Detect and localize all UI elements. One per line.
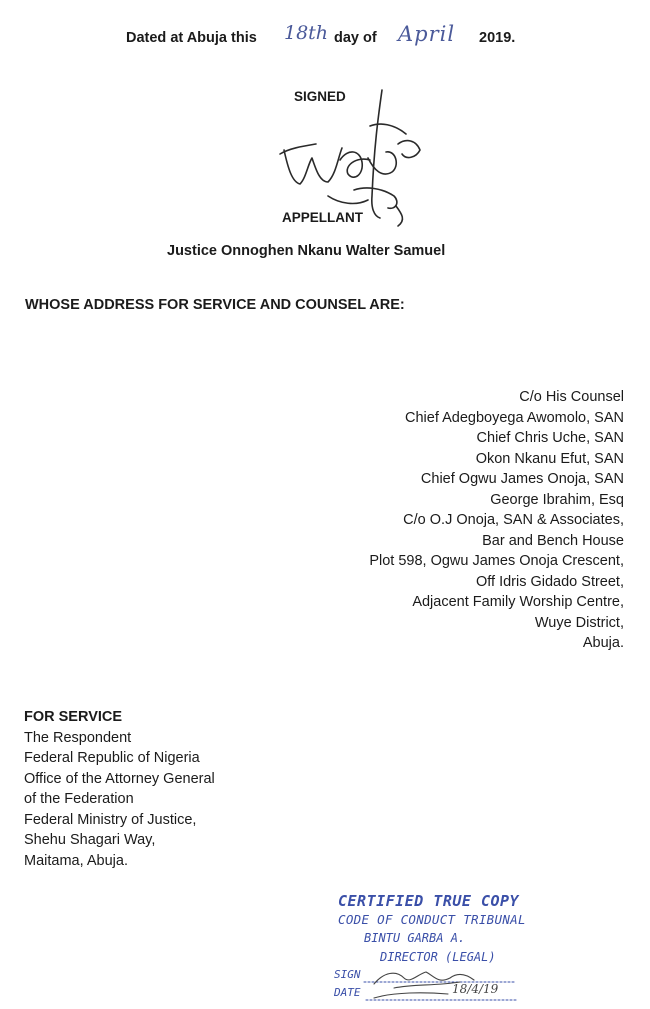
counsel-line: Bar and Bench House <box>482 532 624 549</box>
counsel-line: Okon Nkanu Efut, SAN <box>475 450 624 467</box>
stamp-date-value: 18/4/19 <box>452 982 499 996</box>
stamp-name: BINTU GARBA A. <box>364 931 466 945</box>
service-line: of the Federation <box>24 791 134 807</box>
stamp-position: DIRECTOR (LEGAL) <box>380 950 496 964</box>
service-line: The Respondent <box>24 729 132 746</box>
for-service-heading: FOR SERVICE <box>24 709 123 725</box>
counsel-line: Plot 598, Ogwu James Onoja Crescent, <box>369 553 624 569</box>
date-mid: day of <box>334 30 377 46</box>
counsel-line: Wuye District, <box>534 614 624 631</box>
counsel-line: Chief Ogwu James Onoja, SAN <box>420 471 624 487</box>
signed-label: SIGNED <box>294 89 346 104</box>
counsel-line: Chief Adegboyega Awomolo, SAN <box>405 409 624 426</box>
counsel-line: C/o O.J Onoja, SAN & Associates, <box>403 512 624 528</box>
stamp-org: CODE OF CONDUCT TRIBUNAL <box>338 912 526 927</box>
appellant-name: Justice Onnoghen Nkanu Walter Samuel <box>167 243 446 259</box>
stamp-date-label: DATE <box>334 986 361 999</box>
service-line: Maitama, Abuja. <box>24 852 128 869</box>
address-heading: WHOSE ADDRESS FOR SERVICE AND COUNSEL ARE: <box>25 297 405 313</box>
counsel-line: Abuja. <box>582 635 624 651</box>
date-line <box>126 20 546 54</box>
date-prefix: Dated at Abuja this <box>126 30 257 46</box>
service-line: Federal Republic of Nigeria <box>24 750 200 766</box>
stamp-title: CERTIFIED TRUE COPY <box>338 892 520 910</box>
counsel-line: Chief Chris Uche, SAN <box>476 430 624 446</box>
certified-true-copy-stamp <box>334 888 544 1008</box>
stamp-signature-scribble <box>334 888 544 1008</box>
appellant-label: APPELLANT <box>282 210 363 225</box>
counsel-line: Adjacent Family Worship Centre, <box>412 594 624 610</box>
stamp-sign-label: SIGN <box>334 968 361 981</box>
counsel-line: George Ibrahim, Esq <box>490 491 624 508</box>
service-line: Office of the Attorney General <box>24 770 215 787</box>
date-year: 2019. <box>479 30 516 46</box>
service-line: Shehu Shagari Way, <box>24 832 156 848</box>
counsel-line: Off Idris Gidado Street, <box>475 573 624 590</box>
counsel-address-block <box>204 387 624 654</box>
handwritten-month: April <box>398 22 456 46</box>
for-service-block <box>24 707 344 871</box>
signature-scribble <box>270 78 430 228</box>
handwritten-day: 18th <box>284 22 329 44</box>
service-line: Federal Ministry of Justice, <box>24 811 197 828</box>
counsel-line: C/o His Counsel <box>519 389 624 405</box>
